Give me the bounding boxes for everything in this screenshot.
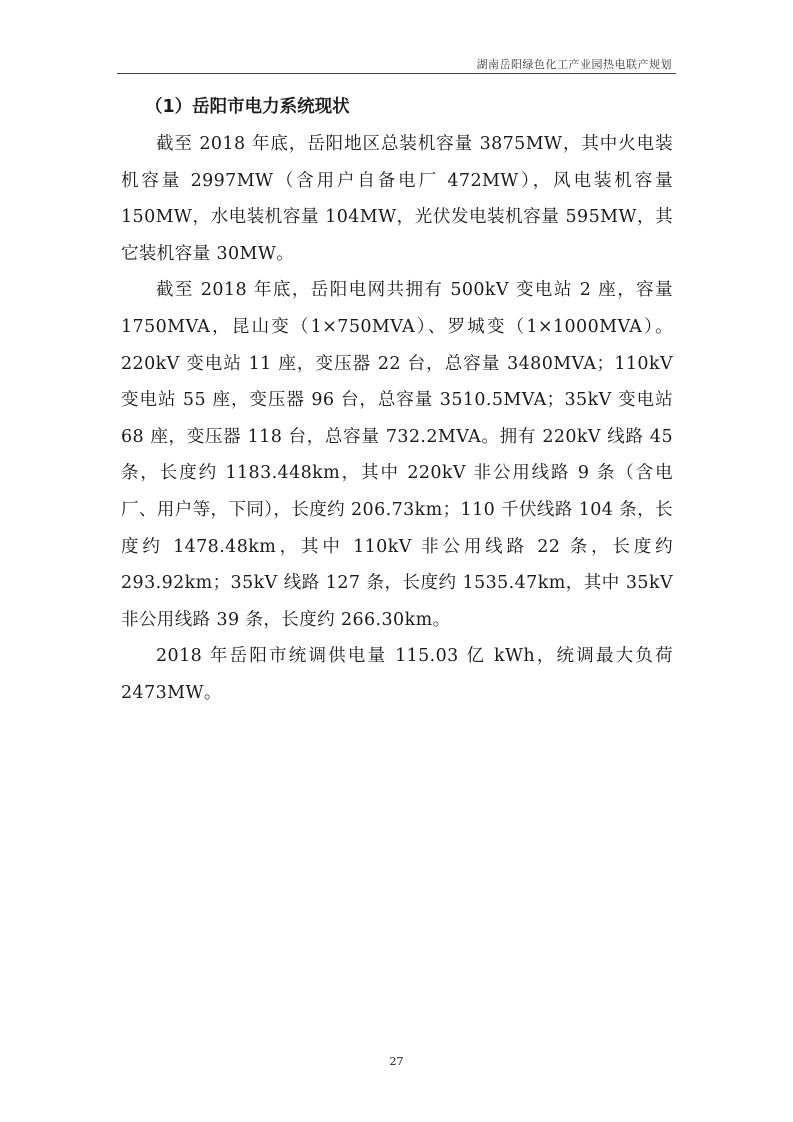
header-rule [117, 73, 676, 74]
paragraph-installed-capacity: 截至 2018 年底，岳阳地区总装机容量 3875MW，其中火电装机容量 2997MW（含用户自备电厂 472MW），风电装机容量 150MW，水电装机容量 104MW，光伏发电装机容量 595MW，其它装机容量 30MW。 [121, 134, 673, 264]
section-heading: （1）岳阳市电力系统现状 [145, 97, 350, 117]
page-content [121, 88, 673, 712]
paragraph-power-supply: 2018 年岳阳市统调供电量 115.03 亿 kWh，统调最大负荷 2473MW。 [121, 646, 673, 703]
page-number: 27 [389, 1055, 404, 1068]
running-header: 湖南岳阳绿色化工产业园热电联产规划 [476, 58, 672, 71]
paragraph-grid-infrastructure: 截至 2018 年底，岳阳电网共拥有 500kV 变电站 2 座，容量 1750MVA，昆山变（1×750MVA）、罗城变（1×1000MVA）。220kV 变电站 11 座，变压器 22 台，总容量 3480MVA；110kV 变电站 55 座，变压器 96 台，总容量 3510.5MVA；35kV 变电站 68 座，变压器 118 台，总容量 732.2MVA。拥有 220kV 线路 45 条，长度约 1183.448km，其中 220kV 非公用线路 9 条（含电厂、用户等，下同），长度约 206.73km；110 千伏线路 104 条，长度约 1478.48km，其中 110kV 非公用线路 22 条，长度约 293.92km；35kV 线路 127 条，长度约 1535.47km，其中 35kV 非公用线路 39 条，长度约 266.30km。 [121, 280, 673, 630]
